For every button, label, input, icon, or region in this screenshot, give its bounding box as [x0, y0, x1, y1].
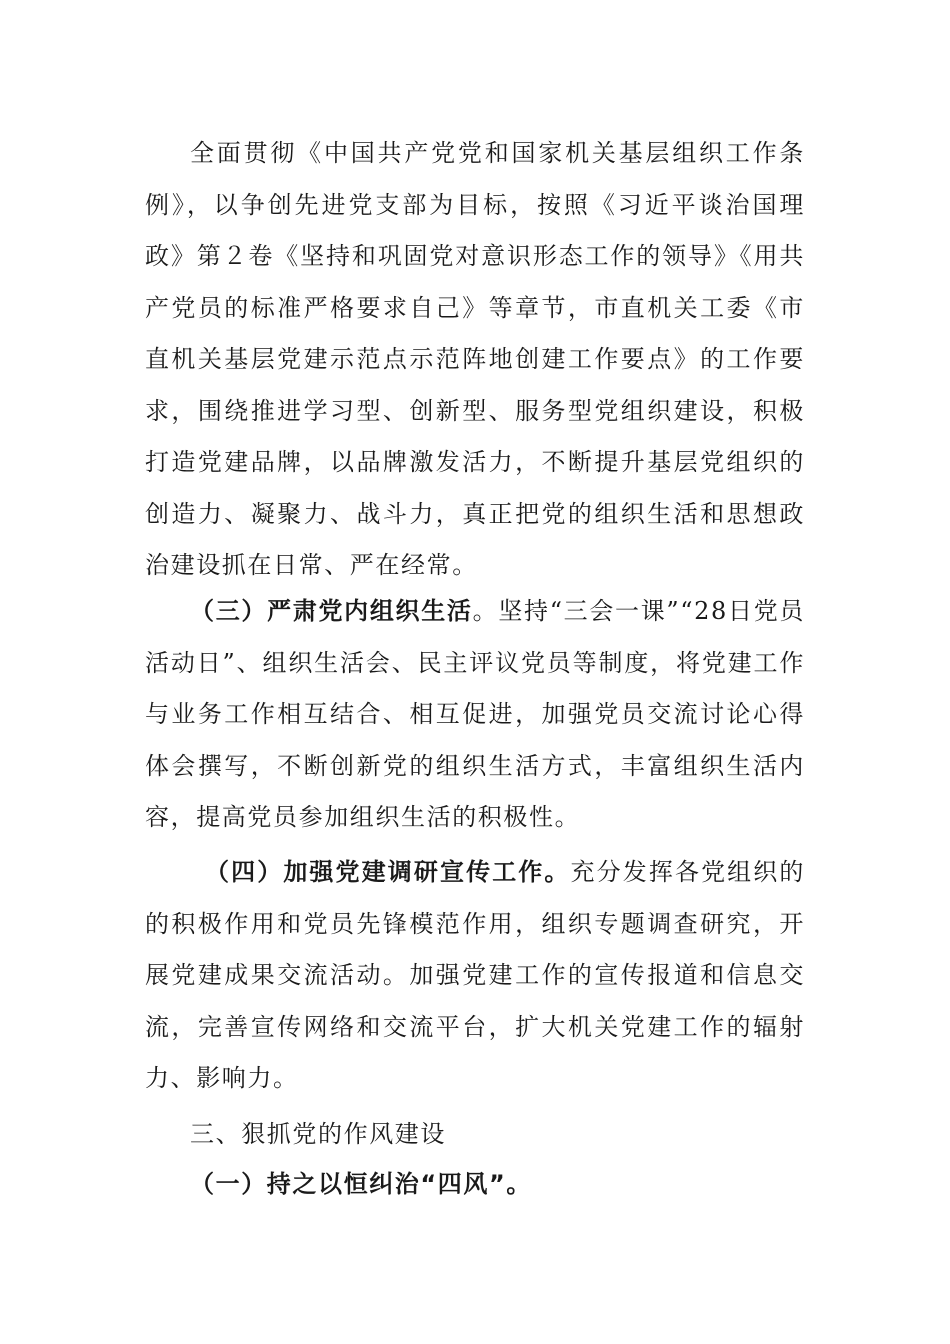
subsection-heading: （一）持之以恒纠治“四风”。 [190, 1170, 532, 1198]
section-heading: 三、狠抓党的作风建设 [190, 1120, 446, 1148]
paragraph-regulations [145, 128, 805, 592]
paragraph-text: 全面贯彻《中国共产党党和国家机关基层组织工作条例》，以争创先进党支部为目标，按照《习近平谈治国理政》第２卷《坚持和巩固党对意识形态工作的领导》《用共产党员的标准严格要求自己》等章节，市直机关工委《市直机关基层党建示范点示范阵地创建工作要点》的工作要求，围绕推进学习型、创新型、服务型党组织建设，积极打造党建品牌，以品牌激发活力，不断提升基层党组织的创造力、凝聚力、战斗力，真正把党的组织生活和思想政治建设抓在日常、严在经常。 [145, 139, 805, 579]
paragraph-research-publicity [145, 847, 805, 1105]
paragraph-text: 充分发挥各党组织的的积极作用和党员先锋模范作用，组织专题调查研究，开展党建成果交流活动。加强党建工作的宣传报道和信息交流，完善宣传网络和交流平台，扩大机关党建工作的辐射力、影响力。 [145, 858, 805, 1092]
paragraph-text: 。坚持“三会一课”“28日党员活动日”、组织生活会、民主评议党员等制度，将党建工作与业务工作相互结合、相互促进，加强党员交流讨论心得体会撰写，不断创新党的组织生活方式，丰富组织生活内容，提高党员参加组织生活的积极性。 [145, 597, 805, 831]
paragraph-heading: （四）加强党建调研宣传工作。 [205, 858, 571, 886]
paragraph-heading: （三）严肃党内组织生活 [190, 597, 473, 625]
paragraph-organization-life [145, 586, 805, 844]
